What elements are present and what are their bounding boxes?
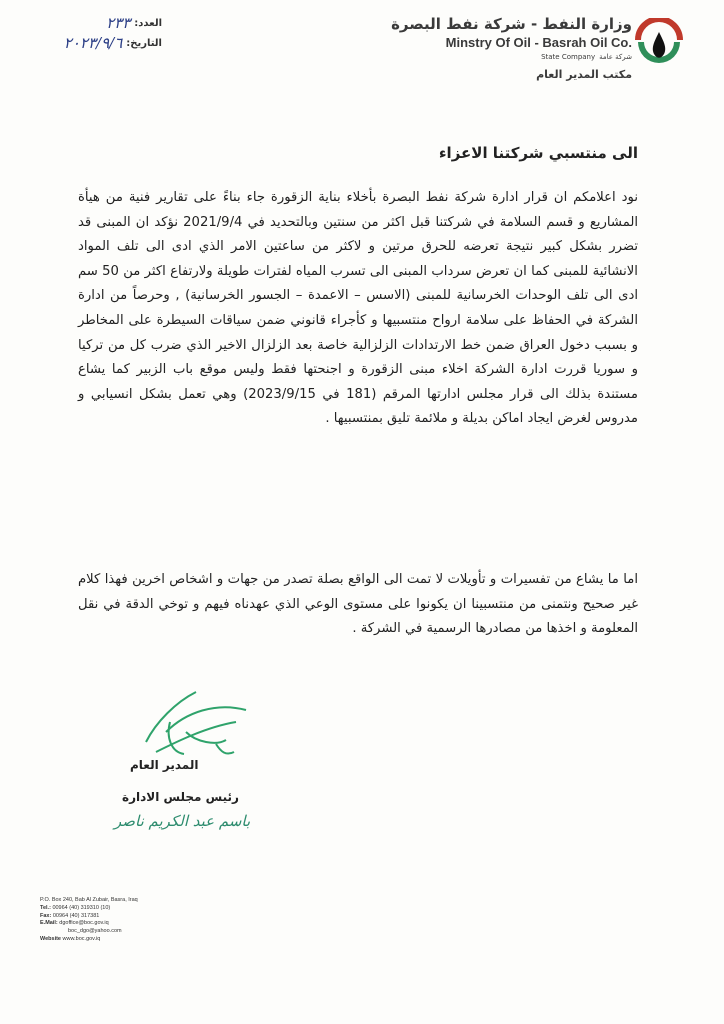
footer-email-1[interactable]: dgoffice@boc.gov.iq [59,920,109,927]
office-name: مكتب المدير العام [536,68,632,81]
letter-paragraph-1: نود اعلامكم ان قرار ادارة شركة نفط البصرة بأخلاء بناية الزقورة جاء بناءً على تقارير فنية من هيأة المشاريع و قسم السلامة في شركتنا قبل اكثر من سنتين وبالتحديد في 2021/9/4 نؤكد ان المبنى قد تضرر بشكل كبير نتيجة تعرضه للحرق مرتين و لاكثر من ساعتين الامر الذي ادى الى تلف المواد الانشائية للمبنى كما ان تعرض سرداب المبنى الى تسرب المياه لفترات طويلة ولارتفاع اكثر من 50 سم ادى الى تلف الوحدات الخرسانية للمبنى (الاسس – الاعمدة – الجسور الخرسانية) , وحرصاً من ادارة الشركة في الحفاظ على سلامة ارواح منتسبيها و كأجراء قانوني ضمن سياقات السيطرة على المخاطر و بسبب دخول العراق ضمن خط الارتدادات الزلزالية خاصة بعد الزلزال الاخير الذي ضرب كل من تركيا و سوريا قررت ادارة الشركة اخلاء مبنى الزقورة و اجنحتها فقط وليس موقع باب الزبير كما يشاع مستندة بذلك الى قرار مجلس ادارتها المرقم (181 في 2023/9/15) وهي تعمل بشكل انسيابي و مدروس لغرض ايجاد اماكن بديلة و ملائمة تليق بمنتسبيها . [78,190,638,427]
ref-number-value: ٢٣٣ [106,14,131,32]
date-label: التاريخ: [126,37,162,49]
state-company-arabic: شركة عامة [599,53,632,61]
footer-website: Website www.boc.gov.iq [40,935,101,942]
ref-number-row [106,14,162,32]
footer-po-box: P.O. Box 240, Bab Al Zubair, Basra, Iraq [40,897,138,903]
oil-drop-logo-icon [632,18,686,72]
org-name-english: Minstry Of Oil - Basrah Oil Co. [445,35,632,50]
footer-tel: Tel.: 00964 (40) 319310 (10) [40,904,111,911]
ref-number-label: العدد: [134,17,162,29]
org-name-arabic: وزارة النفط - شركة نفط البصرة [391,15,632,33]
state-company-row [342,52,632,62]
signature-board: رئيس مجلس الادارة [122,790,239,804]
signature-title: المدير العام [130,758,199,772]
organization-header [342,14,632,84]
handwritten-signature [126,682,256,766]
contact-footer [40,897,260,944]
date-value: ٢٠٢٣/٩/٦ [63,34,123,52]
footer-fax: Fax: 00964 (40) 317381 [40,912,100,919]
signature-name: باسم عبد الكريم ناصر [114,812,251,830]
letter-heading: الى منتسبي شركتنا الاعزاء [438,144,638,162]
footer-website-link[interactable]: www.boc.gov.iq [62,935,101,942]
footer-email-2[interactable]: boc_dgo@yahoo.com [68,928,122,935]
footer-email: E.Mail: dgoffice@boc.gov.iq [40,920,109,927]
letter-paragraph-2: اما ما يشاع من تفسيرات و تأويلات لا تمت الى الواقع بصلة تصدر من جهات و اشخاص اخرين فهذا كلام غير صحيح ونتمنى من منتسبينا ان يكونوا على مستوى الوعي الذي عهدناه فيهم و توخي الدقة في نقل المعلومة و اخذها من مصادرها الرسمية في الشركة . [78,572,638,637]
reference-box [14,14,162,58]
state-company-english: State Company [541,53,596,61]
date-row [64,34,162,52]
